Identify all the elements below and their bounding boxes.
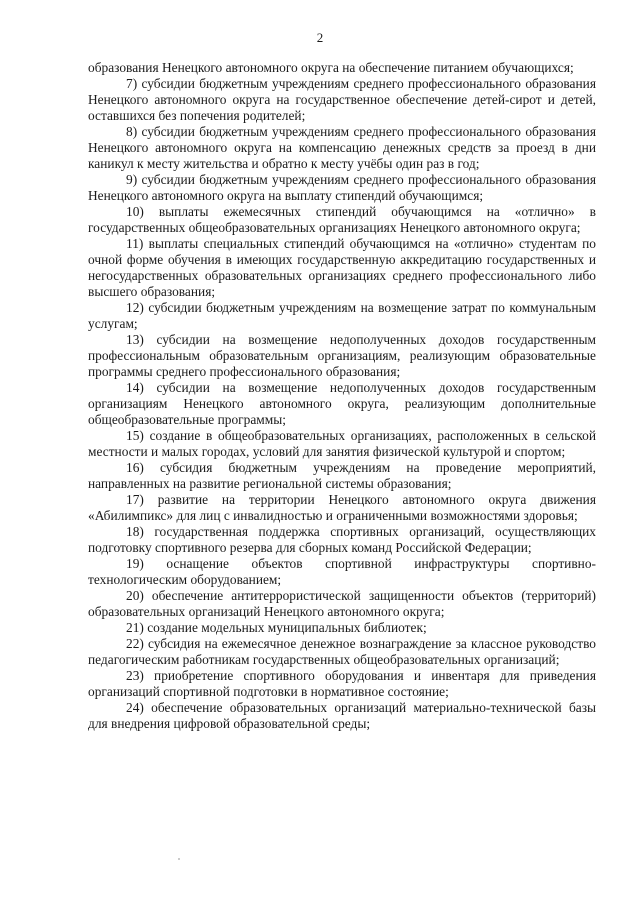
page-number: 2 xyxy=(316,30,324,45)
list-item-7: 7) субсидии бюджетным учреждениям среднего профессионального образования Ненецкого автономного округа на государственное обеспечение детей-сирот и детей, оставшихся без попечения родителей; xyxy=(88,76,596,123)
list-item-12: 12) субсидии бюджетным учреждениям на возмещение затрат по коммунальным услугам; xyxy=(88,300,596,331)
list-item-16: 16) субсидия бюджетным учреждениям на проведение мероприятий, направленных на развитие региональной системы образования; xyxy=(88,460,596,491)
paragraph-continuation: образования Ненецкого автономного округа на обеспечение питанием обучающихся; xyxy=(88,60,574,75)
list-item-19: 19) оснащение объектов спортивной инфраструктуры спортивно-технологическим оборудованием; xyxy=(88,556,596,587)
scan-speck xyxy=(178,858,180,860)
list-item-9: 9) субсидии бюджетным учреждениям среднего профессионального образования Ненецкого автономного округа на выплату стипендий обучающимся; xyxy=(88,172,596,203)
list-item-15: 15) создание в общеобразовательных организациях, расположенных в сельской местности и малых городах, условий для занятия физической культурой и спортом; xyxy=(88,428,596,459)
list-item-11: 11) выплаты специальных стипендий обучающимся на «отлично» студентам по очной форме обучения в имеющих государственную аккредитацию государственных и негосударственных образовательных организациях среднего профессионального либо высшего образования; xyxy=(88,236,596,299)
list-item-21: 21) создание модельных муниципальных библиотек; xyxy=(126,620,427,635)
list-item-24: 24) обеспечение образовательных организаций материально-технической базы для внедрения цифровой образовательной среды; xyxy=(88,700,596,731)
list-item-13: 13) субсидии на возмещение недополученных доходов государственным профессиональным образовательным организациям, реализующим образовательные программы среднего профессионального образования; xyxy=(88,332,596,379)
list-item-20: 20) обеспечение антитеррористической защищенности объектов (территорий) образовательных организаций Ненецкого автономного округа; xyxy=(88,588,596,619)
list-item-18: 18) государственная поддержка спортивных организаций, осуществляющих подготовку спортивного резерва для сборных команд Российской Федерации; xyxy=(88,524,596,555)
list-item-22: 22) субсидия на ежемесячное денежное вознаграждение за классное руководство педагогическим работникам государственных общеобразовательных организаций; xyxy=(88,636,596,667)
list-item-10: 10) выплаты ежемесячных стипендий обучающимся на «отлично» в государственных общеобразовательных организациях Ненецкого автономного округа; xyxy=(88,204,596,235)
list-item-8: 8) субсидии бюджетным учреждениям среднего профессионального образования Ненецкого автономного округа на компенсацию денежных средств за проезд в дни каникул к месту жительства и обратно к месту учёбы один раз в год; xyxy=(88,124,596,171)
list-item-14: 14) субсидии на возмещение недополученных доходов государственным организациям Ненецкого автономного округа, реализующим дополнительные общеобразовательные программы; xyxy=(88,380,596,427)
list-item-17: 17) развитие на территории Ненецкого автономного округа движения «Абилимпикс» для лиц с инвалидностью и ограниченными возможностями здоровья; xyxy=(88,492,596,523)
document-body xyxy=(88,60,596,732)
list-item-23: 23) приобретение спортивного оборудования и инвентаря для приведения организаций спортивной подготовки в нормативное состояние; xyxy=(88,668,596,699)
